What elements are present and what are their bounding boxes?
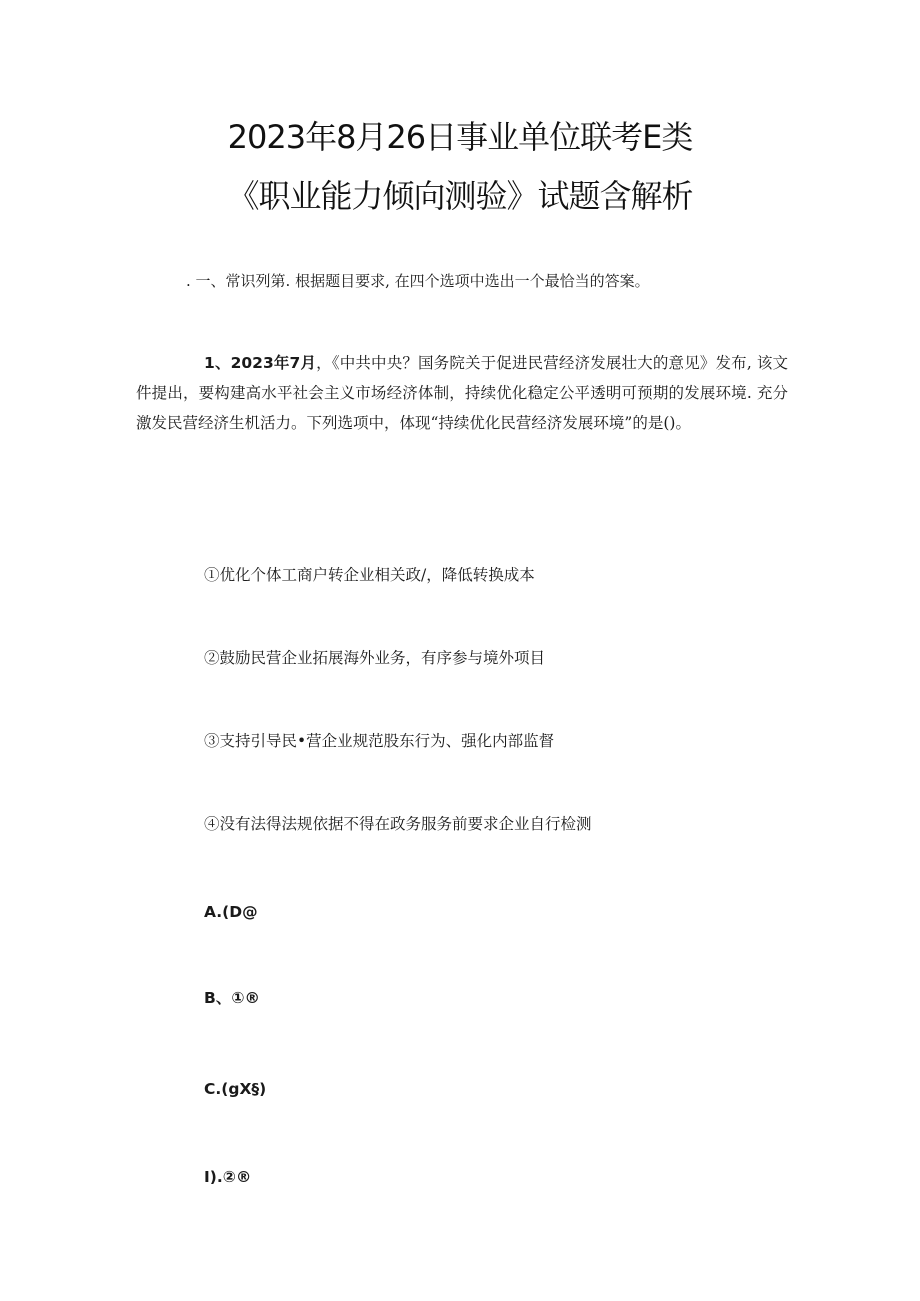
- statement-3: ③支持引导民•营企业规范股东行为、强化内部监督: [204, 732, 555, 750]
- document-title-line-1: 2023年8月26日事业单位联考E类: [227, 118, 693, 156]
- question-number: 1、2023年7月: [204, 354, 317, 372]
- option-b: B、①®: [204, 989, 260, 1007]
- document-title-line-2: 《职业能力倾向测验》试题含解析: [227, 177, 693, 215]
- question-stem: ，《中共中央？国务院关于促进民营经济发展壮大的意见》发布, 该文件提出，要构建高水平社会主义市场经济体制，持续优化稳定公平透明可预期的发展环境. 充分激发民营经济生机活力。下列选项中，体现“持续优化民营经济发展环境”的是()。: [136, 354, 788, 432]
- section-heading: . 一、常识列第. 根据题目要求, 在四个选项中选出一个最恰当的答案。: [186, 272, 650, 290]
- statement-2: ②鼓励民营企业拓展海外业务，有序参与境外项目: [204, 649, 546, 667]
- statement-4: ④没有法得法规依据不得在政务服务前要求企业自行检测: [204, 815, 592, 833]
- option-d: I).②®: [204, 1168, 252, 1186]
- option-a: A.(D@: [204, 903, 258, 921]
- option-c: C.(gX§): [204, 1080, 267, 1098]
- question-1-text: [136, 348, 788, 438]
- statement-1: ①优化个体工商户转企业相关政/，降低转换成本: [204, 566, 535, 584]
